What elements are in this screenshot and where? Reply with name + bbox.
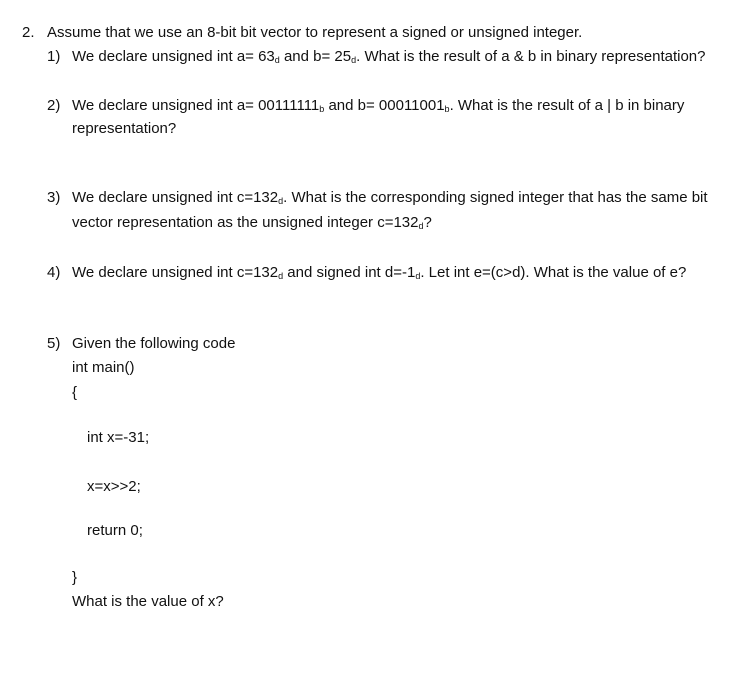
item-2-text-line2: representation? — [72, 120, 177, 137]
item-1-text: We declare unsigned int $a= 63_d$ and $b= 25_d$. What is the result of a & b in binary representation? — [72, 48, 706, 65]
code-line-return: return 0; — [87, 522, 143, 539]
item-number-4: 4) — [47, 264, 61, 281]
item-number-5: 5) — [47, 335, 61, 352]
code-signature: int main() — [72, 359, 135, 376]
code-line-shift: x=x>>2; — [87, 478, 141, 495]
item-number-2: 2) — [47, 97, 61, 114]
item-number-3: 3) — [47, 189, 61, 206]
item-number-1: 1) — [47, 48, 61, 65]
code-close-brace: } — [72, 569, 78, 586]
item-4-text: We declare unsigned int $c=132_d$ and signed int $d=-1_d$. Let int e=(c>d). What is the value of e? — [72, 264, 687, 281]
question-intro: Assume that we use an 8-bit bit vector to represent a signed or unsigned integer. — [47, 24, 583, 41]
item-5-question: What is the value of x? — [72, 593, 224, 610]
question-number: 2. — [22, 24, 35, 41]
item-5-intro: Given the following code — [72, 335, 236, 352]
item-3-text-line2: vector representation as the unsigned integer $c=132_d$? — [72, 214, 432, 231]
item-2-text-line1: We declare unsigned int $a= 00111111_b$ and $b= 00011001_b$. What is the result of a | b in binary — [72, 97, 685, 114]
item-3-text-line1: We declare unsigned int $c=132_d$. What is the corresponding signed integer that has the same bit — [72, 189, 708, 206]
code-line-declare: int x=-31; — [87, 429, 150, 446]
code-open-brace: { — [72, 384, 78, 401]
